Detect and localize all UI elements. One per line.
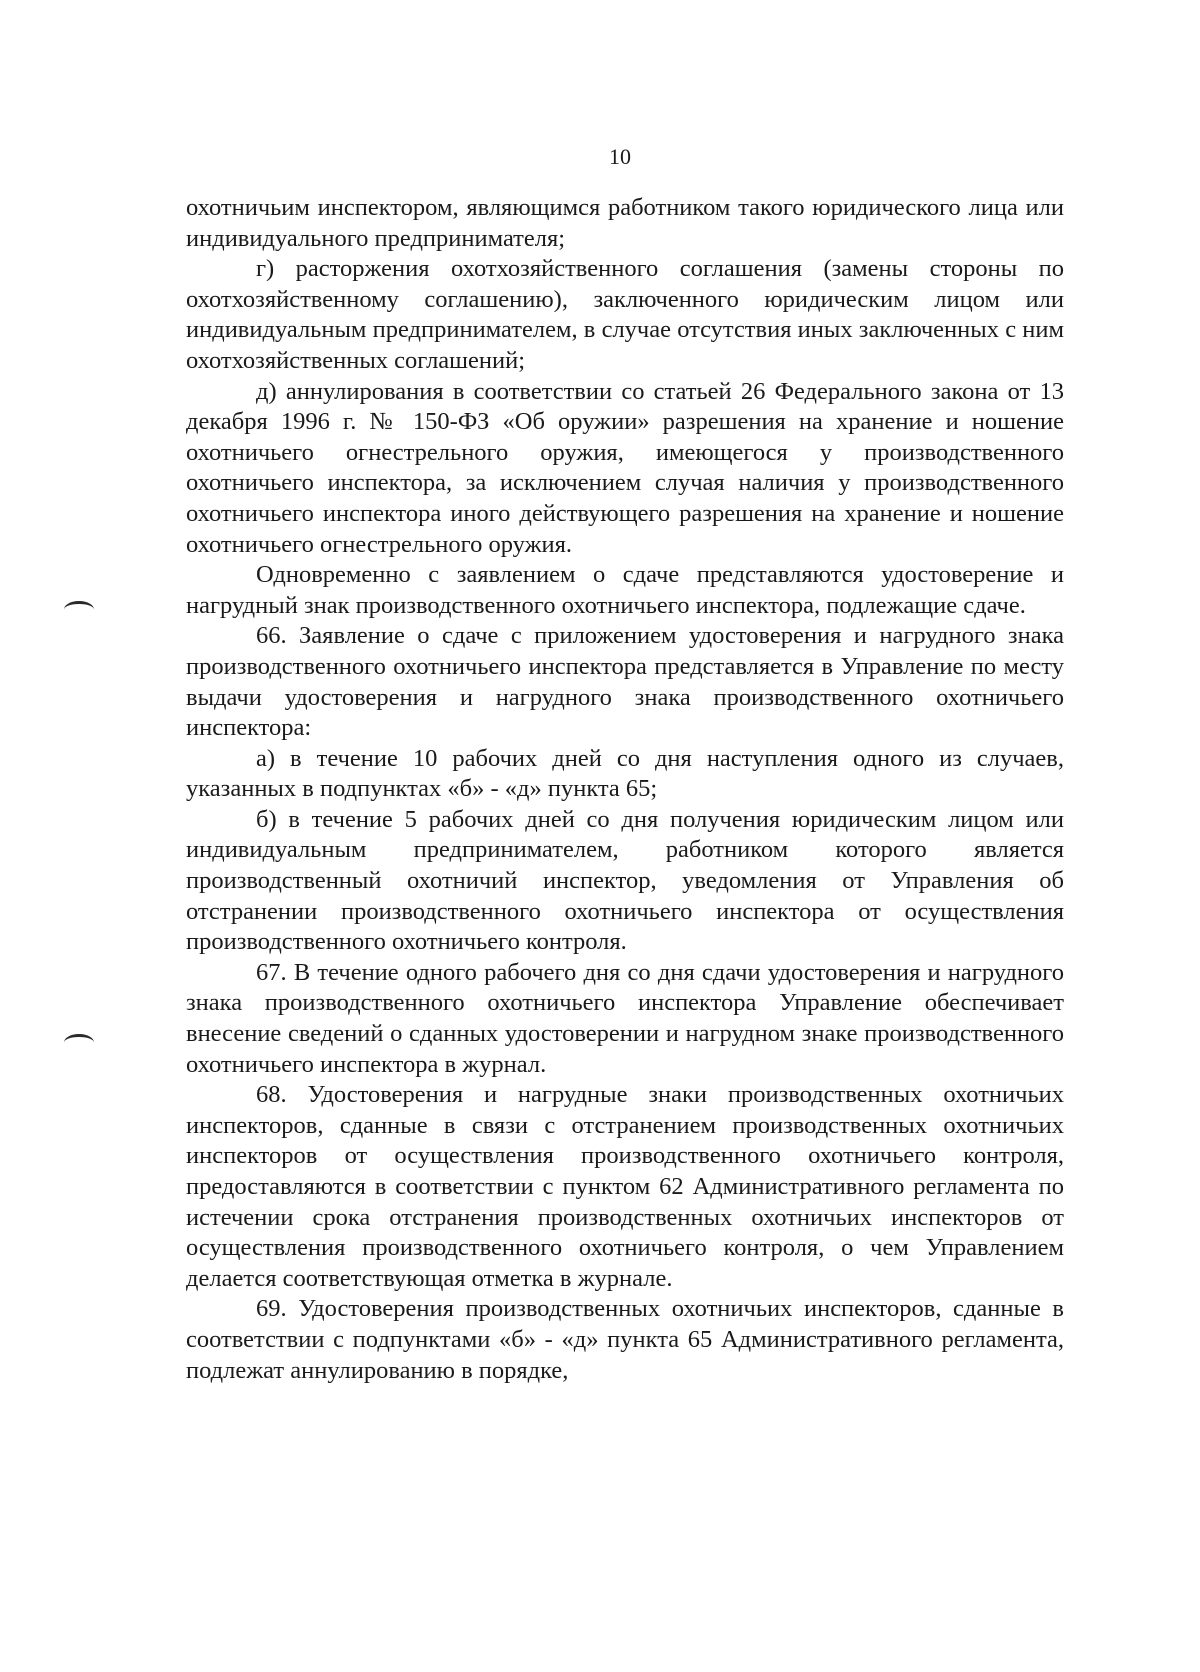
- page-number: 10: [609, 144, 631, 169]
- paragraph-subitem-d: д) аннулирования в соответствии со статьей 26 Федерального закона от 13 декабря 1996 г. № 150-ФЗ «Об оружии» разрешения на хранение и ношение охотничьего огнестрельного оружия, имеющегося у производственного охотничьего инспектора, за исключением случая наличия у производственного охотничьего инспектора иного действующего разрешения на хранение и ношение охотничьего огнестрельного оружия.: [186, 377, 1064, 558]
- scan-artifact-mark: [64, 1034, 94, 1051]
- scan-artifact-mark: [64, 601, 94, 618]
- paragraph-clause-68: 68. Удостоверения и нагрудные знаки производственных охотничьих инспекторов, сданные в связи с отстранением производственных охотничьих инспекторов от осуществления производственного охотничьего контроля, предоставляются в соответствии с пунктом 62 Административного регламента по истечении срока отстранения производственных охотничьих инспекторов от осуществления производственного охотничьего контроля, о чем Управлением делается соответствующая отметка в журнале.: [186, 1081, 1064, 1292]
- paragraph-clause-69: 69. Удостоверения производственных охотничьих инспекторов, сданные в соответствии с подпунктами «б» - «д» пункта 65 Административного регламента, подлежат аннулированию в порядке,: [186, 1295, 1064, 1384]
- paragraph-simultaneous-submission: Одновременно с заявлением о сдаче представляются удостоверение и нагрудный знак производственного охотничьего инспектора, подлежащие сдаче.: [186, 561, 1064, 619]
- paragraph-clause-67: 67. В течение одного рабочего дня со дня сдачи удостоверения и нагрудного знака производственного охотничьего инспектора Управление обеспечивает внесение сведений о сданных удостоверении и нагрудном знаке производственного охотничьего инспектора в журнал.: [186, 958, 1064, 1078]
- paragraph-clause-66-a: а) в течение 10 рабочих дней со дня наступления одного из случаев, указанных в подпунктах «б» - «д» пункта 65;: [186, 744, 1064, 803]
- paragraph-clause-66-b: б) в течение 5 рабочих дней со дня получения юридическим лицом или индивидуальным предпринимателем, работником которого является производственный охотничий инспектор, уведомления от Управления об отстранении производственного охотничьего инспектора от осуществления производственного охотничьего контроля.: [186, 805, 1064, 956]
- paragraph-subitem-g: г) расторжения охотхозяйственного соглашения (замены стороны по охотхозяйственному соглашению), заключенного юридическим лицом или индивидуальным предпринимателем, в случае отсутствия иных заключенных с ним охотхозяйственных соглашений;: [186, 255, 1064, 374]
- paragraph-continuation: охотничьим инспектором, являющимся работником такого юридического лица или индивидуального предпринимателя;: [186, 194, 1064, 252]
- document-body: [186, 193, 1064, 1386]
- paragraph-clause-66: 66. Заявление о сдаче с приложением удостоверения и нагрудного знака производственного охотничьего инспектора представляется в Управление по месту выдачи удостоверения и нагрудного знака производственного охотничьего инспектора:: [186, 622, 1064, 742]
